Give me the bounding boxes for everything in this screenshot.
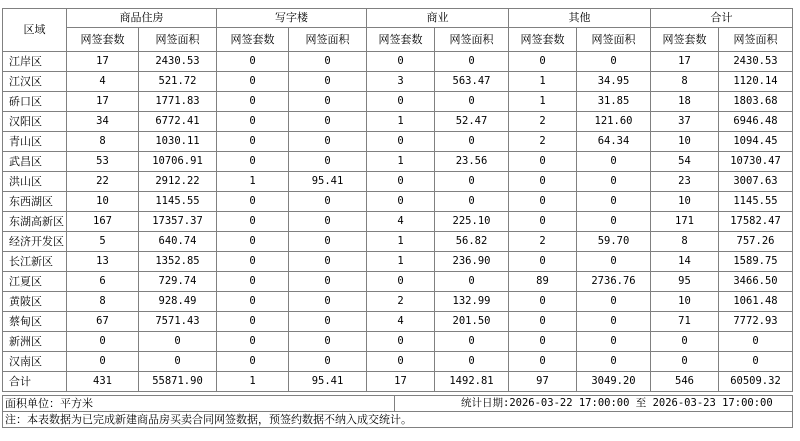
table-row <box>3 212 793 232</box>
area-cell: 0 <box>289 132 367 152</box>
district-name: 经济开发区 <box>3 232 67 252</box>
count-cell: 0 <box>217 72 289 92</box>
count-cell: 67 <box>67 312 139 332</box>
count-cell: 1 <box>367 112 435 132</box>
area-cell: 121.60 <box>577 112 651 132</box>
area-cell: 0 <box>289 352 367 372</box>
table-row <box>3 332 793 352</box>
area-cell: 55871.90 <box>139 372 217 392</box>
area-cell: 7772.93 <box>719 312 793 332</box>
count-cell: 0 <box>509 152 577 172</box>
count-cell: 2 <box>509 132 577 152</box>
area-cell: 0 <box>577 192 651 212</box>
district-name: 蔡甸区 <box>3 312 67 332</box>
count-cell: 8 <box>67 292 139 312</box>
area-cell: 0 <box>435 192 509 212</box>
area-cell: 0 <box>577 332 651 352</box>
count-cell: 0 <box>217 252 289 272</box>
count-cell: 1 <box>217 372 289 392</box>
count-cell: 0 <box>217 272 289 292</box>
area-cell: 0 <box>577 212 651 232</box>
area-cell: 10730.47 <box>719 152 793 172</box>
area-cell: 56.82 <box>435 232 509 252</box>
area-cell: 0 <box>289 232 367 252</box>
area-cell: 0 <box>577 292 651 312</box>
count-cell: 167 <box>67 212 139 232</box>
count-cell: 13 <box>67 252 139 272</box>
group-header-commercial: 商业 <box>367 9 509 28</box>
area-cell: 0 <box>719 332 793 352</box>
count-cell: 0 <box>651 352 719 372</box>
count-cell: 97 <box>509 372 577 392</box>
count-cell: 1 <box>367 252 435 272</box>
area-cell: 3007.63 <box>719 172 793 192</box>
area-cell: 132.99 <box>435 292 509 312</box>
count-cell: 0 <box>509 172 577 192</box>
count-cell: 6 <box>67 272 139 292</box>
table-row <box>3 272 793 292</box>
area-cell: 563.47 <box>435 72 509 92</box>
area-cell: 1145.55 <box>139 192 217 212</box>
count-cell: 0 <box>217 132 289 152</box>
sub-header-count: 网签套数 <box>651 28 719 52</box>
sub-header-area: 网签面积 <box>719 28 793 52</box>
district-name: 黄陂区 <box>3 292 67 312</box>
area-cell: 236.90 <box>435 252 509 272</box>
district-name: 江汉区 <box>3 72 67 92</box>
area-cell: 17582.47 <box>719 212 793 232</box>
group-header-office: 写字楼 <box>217 9 367 28</box>
area-cell: 1120.14 <box>719 72 793 92</box>
area-cell: 0 <box>577 352 651 372</box>
area-cell: 3049.20 <box>577 372 651 392</box>
area-cell: 64.34 <box>577 132 651 152</box>
footnote: 注：本表数据为已完成新建商品房买卖合同网签数据，预签约数据不纳入成交统计。 <box>3 412 793 428</box>
area-cell: 3466.50 <box>719 272 793 292</box>
count-cell: 14 <box>651 252 719 272</box>
count-cell: 54 <box>651 152 719 172</box>
count-cell: 5 <box>67 232 139 252</box>
count-cell: 0 <box>509 292 577 312</box>
area-cell: 0 <box>435 172 509 192</box>
count-cell: 0 <box>509 52 577 72</box>
count-cell: 37 <box>651 112 719 132</box>
area-cell: 6772.41 <box>139 112 217 132</box>
transaction-table <box>2 8 793 392</box>
count-cell: 2 <box>509 232 577 252</box>
district-name: 江夏区 <box>3 272 67 292</box>
count-cell: 0 <box>217 232 289 252</box>
sub-header-count: 网签套数 <box>67 28 139 52</box>
table-row <box>3 92 793 112</box>
district-name: 汉阳区 <box>3 112 67 132</box>
area-cell: 0 <box>289 192 367 212</box>
area-cell: 2430.53 <box>719 52 793 72</box>
sub-header-area: 网签面积 <box>435 28 509 52</box>
area-cell: 23.56 <box>435 152 509 172</box>
area-cell: 34.95 <box>577 72 651 92</box>
sub-header-area: 网签面积 <box>139 28 217 52</box>
count-cell: 1 <box>367 232 435 252</box>
district-name: 洪山区 <box>3 172 67 192</box>
area-cell: 1803.68 <box>719 92 793 112</box>
count-cell: 0 <box>651 332 719 352</box>
table-row <box>3 132 793 152</box>
area-cell: 59.70 <box>577 232 651 252</box>
sub-header-count: 网签套数 <box>509 28 577 52</box>
count-cell: 95 <box>651 272 719 292</box>
area-unit-label: 面积单位：平方米 <box>3 396 395 412</box>
count-cell: 3 <box>367 72 435 92</box>
area-cell: 0 <box>577 172 651 192</box>
count-cell: 0 <box>509 352 577 372</box>
area-cell: 0 <box>577 252 651 272</box>
count-cell: 17 <box>67 52 139 72</box>
count-cell: 4 <box>367 312 435 332</box>
count-cell: 89 <box>509 272 577 292</box>
header-group-row <box>3 9 793 28</box>
sub-header-area: 网签面积 <box>289 28 367 52</box>
area-cell: 2736.76 <box>577 272 651 292</box>
area-cell: 0 <box>139 332 217 352</box>
area-cell: 1771.83 <box>139 92 217 112</box>
count-cell: 0 <box>217 92 289 112</box>
count-cell: 1 <box>509 92 577 112</box>
group-header-residential: 商品住房 <box>67 9 217 28</box>
table-row <box>3 52 793 72</box>
district-name: 合计 <box>3 372 67 392</box>
count-cell: 10 <box>651 292 719 312</box>
count-cell: 0 <box>217 112 289 132</box>
district-name: 长江新区 <box>3 252 67 272</box>
area-cell: 0 <box>139 352 217 372</box>
area-cell: 225.10 <box>435 212 509 232</box>
count-cell: 0 <box>217 52 289 72</box>
area-cell: 1030.11 <box>139 132 217 152</box>
count-cell: 17 <box>367 372 435 392</box>
count-cell: 0 <box>509 312 577 332</box>
group-header-total: 合计 <box>651 9 793 28</box>
count-cell: 0 <box>509 192 577 212</box>
count-cell: 0 <box>509 212 577 232</box>
count-cell: 171 <box>651 212 719 232</box>
count-cell: 23 <box>651 172 719 192</box>
count-cell: 0 <box>67 352 139 372</box>
district-name: 青山区 <box>3 132 67 152</box>
count-cell: 17 <box>651 52 719 72</box>
area-cell: 0 <box>435 92 509 112</box>
area-cell: 0 <box>289 272 367 292</box>
area-cell: 0 <box>289 52 367 72</box>
count-cell: 8 <box>651 232 719 252</box>
table-row <box>3 72 793 92</box>
stat-period: 统计日期:2026-03-22 17:00:00 至 2026-03-23 17:00:00 <box>395 396 793 412</box>
area-cell: 2912.22 <box>139 172 217 192</box>
area-cell: 52.47 <box>435 112 509 132</box>
count-cell: 10 <box>67 192 139 212</box>
table-row <box>3 112 793 132</box>
count-cell: 71 <box>651 312 719 332</box>
count-cell: 546 <box>651 372 719 392</box>
count-cell: 4 <box>367 212 435 232</box>
count-cell: 18 <box>651 92 719 112</box>
count-cell: 0 <box>367 172 435 192</box>
count-cell: 0 <box>509 252 577 272</box>
count-cell: 34 <box>67 112 139 132</box>
table-row <box>3 152 793 172</box>
group-header-other: 其他 <box>509 9 651 28</box>
table-row <box>3 172 793 192</box>
count-cell: 0 <box>217 192 289 212</box>
count-cell: 8 <box>67 132 139 152</box>
area-cell: 0 <box>289 252 367 272</box>
district-name: 汉南区 <box>3 352 67 372</box>
area-cell: 1352.85 <box>139 252 217 272</box>
district-name: 东湖高新区 <box>3 212 67 232</box>
footer-table <box>2 395 793 428</box>
area-cell: 1145.55 <box>719 192 793 212</box>
count-cell: 2 <box>367 292 435 312</box>
area-cell: 1492.81 <box>435 372 509 392</box>
count-cell: 0 <box>217 352 289 372</box>
district-name: 江岸区 <box>3 52 67 72</box>
count-cell: 0 <box>217 212 289 232</box>
count-cell: 1 <box>367 152 435 172</box>
area-cell: 0 <box>289 152 367 172</box>
count-cell: 0 <box>367 272 435 292</box>
area-cell: 729.74 <box>139 272 217 292</box>
area-cell: 31.85 <box>577 92 651 112</box>
area-cell: 17357.37 <box>139 212 217 232</box>
count-cell: 0 <box>367 352 435 372</box>
area-cell: 0 <box>719 352 793 372</box>
area-cell: 1061.48 <box>719 292 793 312</box>
area-cell: 0 <box>289 72 367 92</box>
count-cell: 0 <box>367 332 435 352</box>
area-cell: 640.74 <box>139 232 217 252</box>
count-cell: 0 <box>509 332 577 352</box>
area-cell: 0 <box>289 332 367 352</box>
area-cell: 1589.75 <box>719 252 793 272</box>
area-cell: 0 <box>577 312 651 332</box>
area-cell: 0 <box>577 152 651 172</box>
count-cell: 1 <box>509 72 577 92</box>
area-cell: 0 <box>289 292 367 312</box>
area-cell: 757.26 <box>719 232 793 252</box>
area-cell: 0 <box>289 92 367 112</box>
count-cell: 10 <box>651 132 719 152</box>
area-cell: 10706.91 <box>139 152 217 172</box>
count-cell: 0 <box>217 152 289 172</box>
area-cell: 7571.43 <box>139 312 217 332</box>
area-cell: 0 <box>435 352 509 372</box>
table-row <box>3 352 793 372</box>
area-cell: 0 <box>289 212 367 232</box>
sub-header-area: 网签面积 <box>577 28 651 52</box>
area-cell: 0 <box>435 332 509 352</box>
district-name: 武昌区 <box>3 152 67 172</box>
area-cell: 2430.53 <box>139 52 217 72</box>
count-cell: 0 <box>217 292 289 312</box>
area-cell: 95.41 <box>289 372 367 392</box>
footer-row-note <box>3 412 793 428</box>
count-cell: 0 <box>367 192 435 212</box>
area-cell: 0 <box>435 272 509 292</box>
count-cell: 431 <box>67 372 139 392</box>
area-cell: 0 <box>435 132 509 152</box>
area-cell: 201.50 <box>435 312 509 332</box>
area-cell: 6946.48 <box>719 112 793 132</box>
table-row <box>3 192 793 212</box>
area-cell: 0 <box>289 112 367 132</box>
area-cell: 0 <box>289 312 367 332</box>
area-cell: 0 <box>577 52 651 72</box>
count-cell: 8 <box>651 72 719 92</box>
area-cell: 1094.45 <box>719 132 793 152</box>
area-column-header: 区域 <box>3 9 67 52</box>
district-name: 新洲区 <box>3 332 67 352</box>
count-cell: 0 <box>217 312 289 332</box>
header-sub-row <box>3 28 793 52</box>
count-cell: 17 <box>67 92 139 112</box>
table-row <box>3 292 793 312</box>
sub-header-count: 网签套数 <box>217 28 289 52</box>
district-name: 东西湖区 <box>3 192 67 212</box>
count-cell: 0 <box>67 332 139 352</box>
table-row <box>3 252 793 272</box>
count-cell: 0 <box>367 92 435 112</box>
table-row <box>3 232 793 252</box>
count-cell: 4 <box>67 72 139 92</box>
area-cell: 928.49 <box>139 292 217 312</box>
table-body <box>3 52 793 392</box>
count-cell: 0 <box>367 132 435 152</box>
count-cell: 0 <box>217 332 289 352</box>
table-row <box>3 312 793 332</box>
count-cell: 10 <box>651 192 719 212</box>
sub-header-count: 网签套数 <box>367 28 435 52</box>
area-cell: 95.41 <box>289 172 367 192</box>
area-cell: 0 <box>435 52 509 72</box>
table-row <box>3 372 793 392</box>
count-cell: 2 <box>509 112 577 132</box>
count-cell: 0 <box>367 52 435 72</box>
count-cell: 1 <box>217 172 289 192</box>
count-cell: 53 <box>67 152 139 172</box>
area-cell: 60509.32 <box>719 372 793 392</box>
count-cell: 22 <box>67 172 139 192</box>
district-name: 硚口区 <box>3 92 67 112</box>
footer-row-unit <box>3 396 793 412</box>
area-cell: 521.72 <box>139 72 217 92</box>
